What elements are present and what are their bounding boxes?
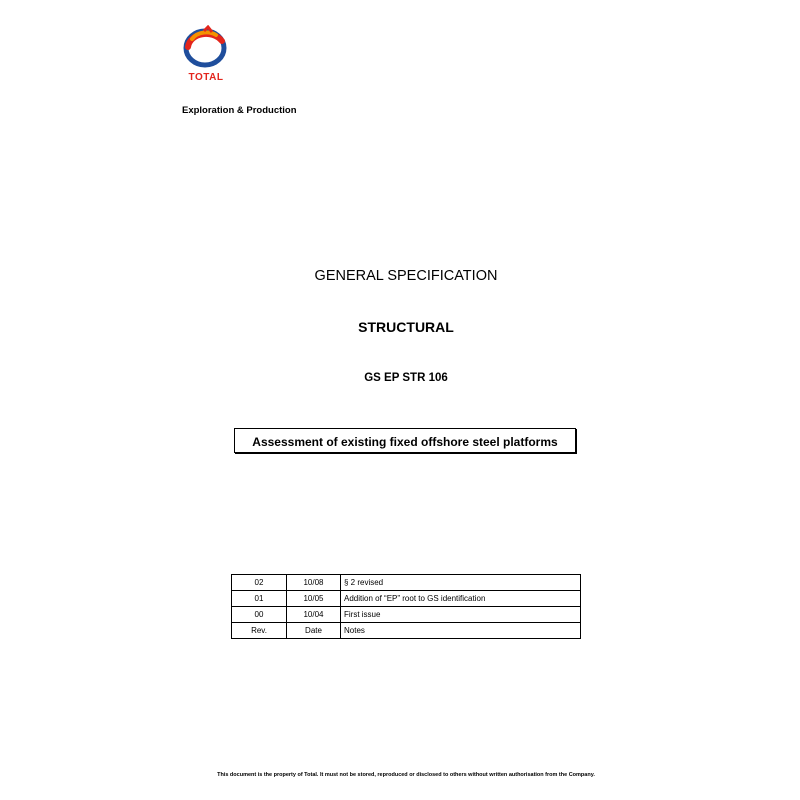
table-row <box>232 607 581 623</box>
table-row <box>232 591 581 607</box>
total-logo-icon <box>182 25 232 69</box>
document-type: GENERAL SPECIFICATION <box>314 268 498 284</box>
rev-column-header: Rev. <box>232 623 287 639</box>
revision-date: 10/04 <box>287 607 341 623</box>
division-label: Exploration & Production <box>182 105 297 116</box>
revision-date: 10/08 <box>287 575 341 591</box>
document-discipline: STRUCTURAL <box>358 319 454 335</box>
notes-column-header: Notes <box>341 623 581 639</box>
date-column-header: Date <box>287 623 341 639</box>
revision-number: 01 <box>232 591 287 607</box>
table-row <box>232 575 581 591</box>
revision-notes: Addition of “EP” root to GS identification <box>341 591 581 607</box>
logo-wordmark: TOTAL <box>188 72 224 83</box>
revision-notes: § 2 revised <box>341 575 581 591</box>
table-header-row <box>232 623 581 639</box>
revision-number: 00 <box>232 607 287 623</box>
document-number: GS EP STR 106 <box>364 372 448 384</box>
confidentiality-notice: This document is the property of Total. It must not be stored, reproduced or disclosed to others without written authorisation from the Company. <box>217 772 595 778</box>
document-title: Assessment of existing fixed offshore steel platforms <box>234 428 576 453</box>
revision-date: 10/05 <box>287 591 341 607</box>
revision-notes: First issue <box>341 607 581 623</box>
revision-number: 02 <box>232 575 287 591</box>
revision-table <box>231 574 581 639</box>
